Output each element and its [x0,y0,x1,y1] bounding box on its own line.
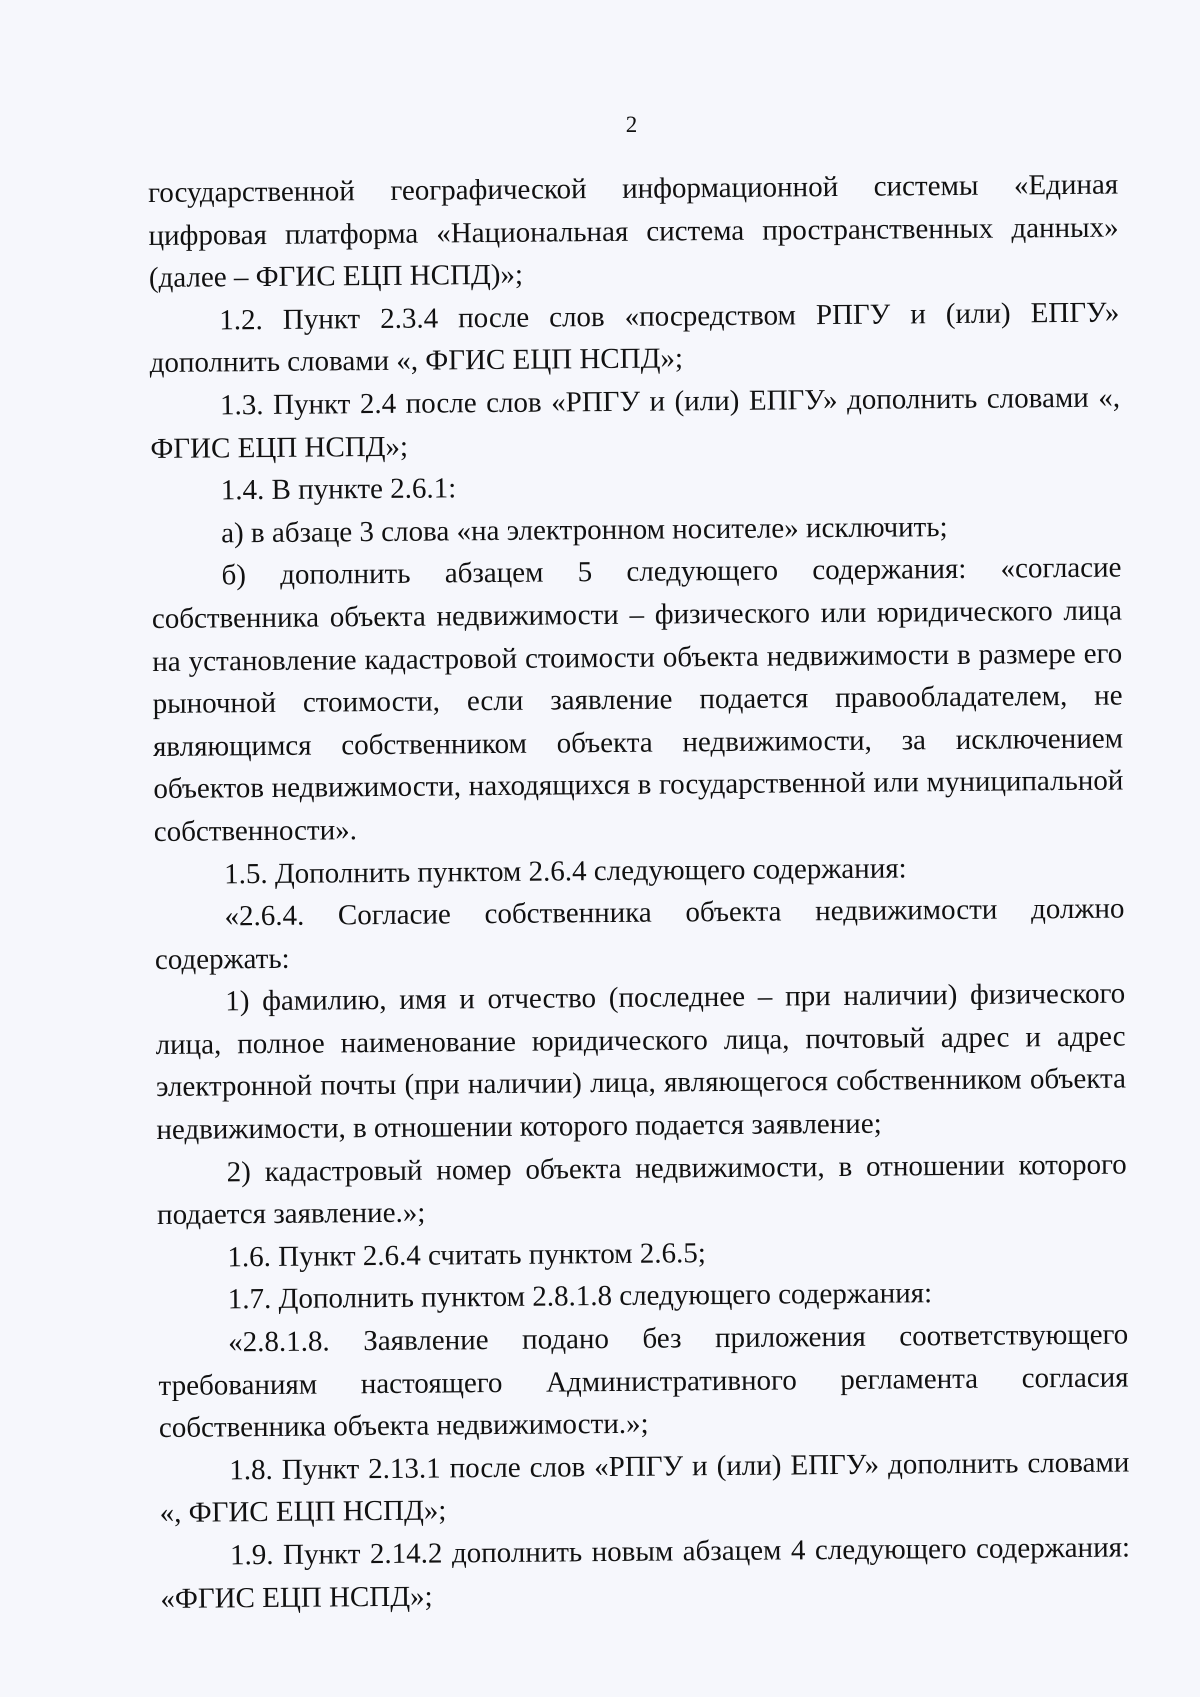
paragraph-1-4: 1.4. В пункте 2.6.1: [220,472,457,507]
paragraph-1-9: 1.9. Пункт 2.14.2 дополнить новым абзацем 4 следующего содержания: «ФГИС ЕЦП НСПД»; [160,1531,1131,1615]
paragraph-1-3: 1.3. Пункт 2.4 после слов «РПГУ и (или) ЕПГУ» дополнить словами «, ФГИС ЕЦП НСПД»; [150,381,1121,465]
paragraph-2-8-1-8: «2.8.1.8. Заявление подано без приложения соответствующего требованиям настоящего Административного регламента согласия собственника объекта недвижимости.»; [158,1318,1129,1445]
paragraph-2-6-4-item-2: 2) кадастровый номер объекта недвижимости, в отношении которого подается заявление.»; [156,1148,1127,1232]
paragraph-2-6-4-item-1: 1) фамилию, имя и отчество (последнее – при наличии) физического лица, полное наименование юридического лица, почтовый адрес и адрес электронной почты (при наличии) лица, являющегося собственником объекта недвижимости, в отношении которого подается заявление; [155,977,1127,1147]
page-number: 2 [625,112,638,137]
paragraph-intro: государственной географической информационной системы «Единая цифровая платформа «Национальная система пространственных данных» (далее – ФГИС ЕЦП НСПД)»; [148,168,1119,295]
paragraph-1-6: 1.6. Пункт 2.6.4 считать пунктом 2.6.5; [227,1237,707,1274]
document-body [148,164,1131,1621]
paragraph-1-2: 1.2. Пункт 2.3.4 после слов «посредством РПГУ и (или) ЕПГУ» дополнить словами «, ФГИС ЕЦП НСПД»; [149,296,1120,380]
paragraph-1-7: 1.7. Дополнить пунктом 2.8.1.8 следующего содержания: [227,1277,933,1316]
paragraph-1-8: 1.8. Пункт 2.13.1 после слов «РПГУ и (или) ЕПГУ» дополнить словами «, ФГИС ЕЦП НСПД»; [159,1446,1130,1530]
paragraph-1-4-b: б) дополнить абзацем 5 следующего содержания: «согласие собственника объекта недвижимости – физического или юридического лица на установление кадастровой стоимости объекта недвижимости в размере его рыночной стоимости, если заявление подается правообладателем, не являющимся собственником объекта недвижимости, за исключением объектов недвижимости, находящихся в государственной или муниципальной собственности». [151,551,1124,848]
paragraph-1-4-a: а) в абзаце 3 слова «на электронном носителе» исключить; [221,510,948,550]
paragraph-2-6-4: «2.6.4. Согласие собственника объекта недвижимости должно содержать: [154,892,1125,976]
paragraph-1-5: 1.5. Дополнить пунктом 2.6.4 следующего содержания: [223,851,907,890]
